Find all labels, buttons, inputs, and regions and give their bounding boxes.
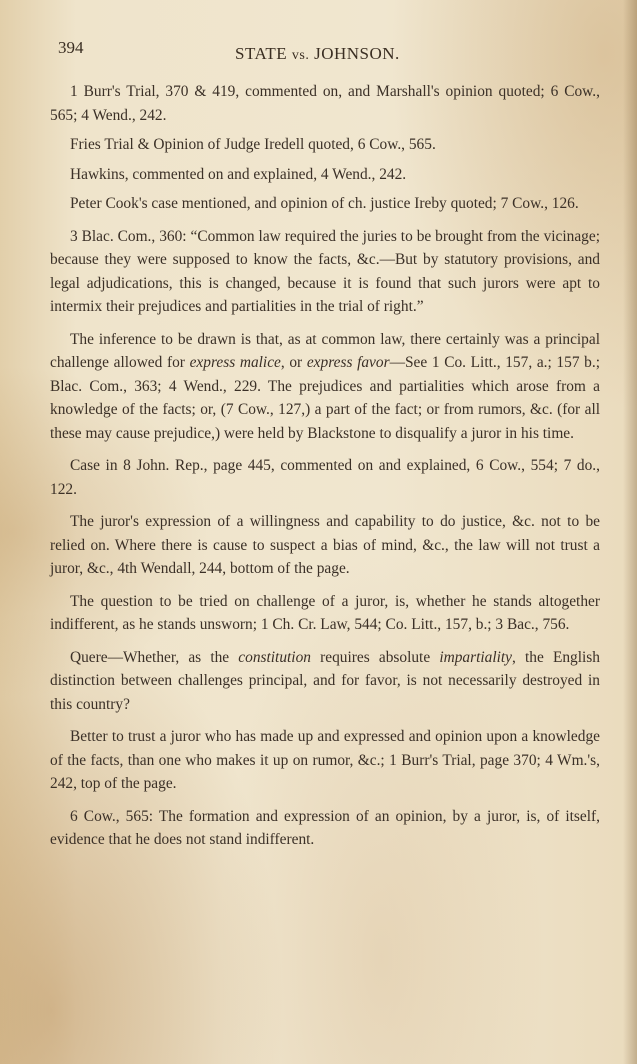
- text-run: , or: [280, 354, 307, 371]
- body-text: [50, 80, 600, 861]
- text-run: The juror's expression of a willingness and capability to do justice, &c. not to be relied on. Where there is cause to suspect a bias of mind, &c., the law will not trust a juror, &c., 4th Wendall, 244, bottom of the page.: [50, 513, 600, 577]
- paragraph: [50, 454, 600, 501]
- text-run: Peter Cook's case mentioned, and opinion of ch. justice Ireby quoted; 7 Cow., 126.: [70, 195, 579, 212]
- paragraph: [50, 80, 600, 127]
- running-head-right: JOHNSON.: [314, 44, 400, 63]
- text-run: Better to trust a juror who has made up and expressed and opinion upon a knowledge of the facts, than one who makes it up on rumor, &c.; 1 Burr's Trial, page 370; 4 Wm.'s, 242, top of the page.: [50, 728, 600, 792]
- italic-text: express favor: [306, 354, 390, 371]
- text-run: Case in 8 John. Rep., page 445, commented on and explained, 6 Cow., 554; 7 do., 122.: [50, 457, 600, 498]
- text-run: —See 1 Co. Litt., 157, a.; 157 b.; Blac. Com., 363; 4 Wend., 229. The prejudices and partialities which arose from a knowledge of the facts; or, (7 Cow., 127,) a part of the fact; or from rumors, &c. (for all these may cause prejudice,) were held by Blackstone to disqualify a juror in his time.: [50, 354, 600, 442]
- text-run: 3 Blac. Com., 360: “Common law required the juries to be brought from the vicinage; because they were supposed to know the facts, &c.—But by statutory provisions, and legal adjudications, this is changed, because it is found that such jurors were apt to intermix their prejudices and partialities in the trial of right.”: [50, 227, 600, 315]
- running-head-vs: vs.: [291, 48, 310, 63]
- running-head-left: STATE: [235, 44, 288, 63]
- paragraph: [50, 225, 600, 319]
- text-run: , the English distinction between challenges principal, and for favor, is not necessarily destroyed in this country?: [50, 648, 600, 713]
- italic-text: express malice: [189, 354, 281, 371]
- italic-text: impartiality: [439, 648, 512, 666]
- paragraph: [50, 590, 600, 637]
- italic-text: constitution: [238, 648, 311, 666]
- text-run: Fries Trial & Opinion of Judge Iredell quoted, 6 Cow., 565.: [70, 136, 436, 153]
- text-run: 1 Burr's Trial, 370 & 419, commented on, and Marshall's opinion quoted; 6 Cow., 565; 4 Wend., 242.: [50, 83, 600, 124]
- page-number: 394: [58, 38, 84, 57]
- running-head: [235, 44, 400, 64]
- text-run: requires absolute: [310, 648, 440, 666]
- text-run: Quere—Whether, as the: [70, 648, 239, 666]
- paragraph: [50, 725, 600, 796]
- paragraph: [50, 805, 600, 852]
- text-run: Hawkins, commented on and explained, 4 Wend., 242.: [70, 165, 407, 183]
- text-run: The inference to be drawn is that, as at common law, there certainly was a principal challenge allowed for: [50, 330, 600, 371]
- paragraph: [50, 133, 600, 157]
- paragraph: [50, 163, 600, 187]
- text-run: The question to be tried on challenge of a juror, is, whether he stands altogether indifferent, as he stands unsworn; 1 Ch. Cr. Law, 544; Co. Litt., 157, b.; 3 Bac., 756.: [50, 592, 600, 633]
- paragraph: [50, 192, 600, 216]
- text-run: 6 Cow., 565: The formation and expression of an opinion, by a juror, is, of itself, evidence that he does not stand indifferent.: [50, 807, 600, 848]
- paragraph: [50, 646, 600, 717]
- paragraph: [50, 328, 600, 446]
- paragraph: [50, 510, 600, 581]
